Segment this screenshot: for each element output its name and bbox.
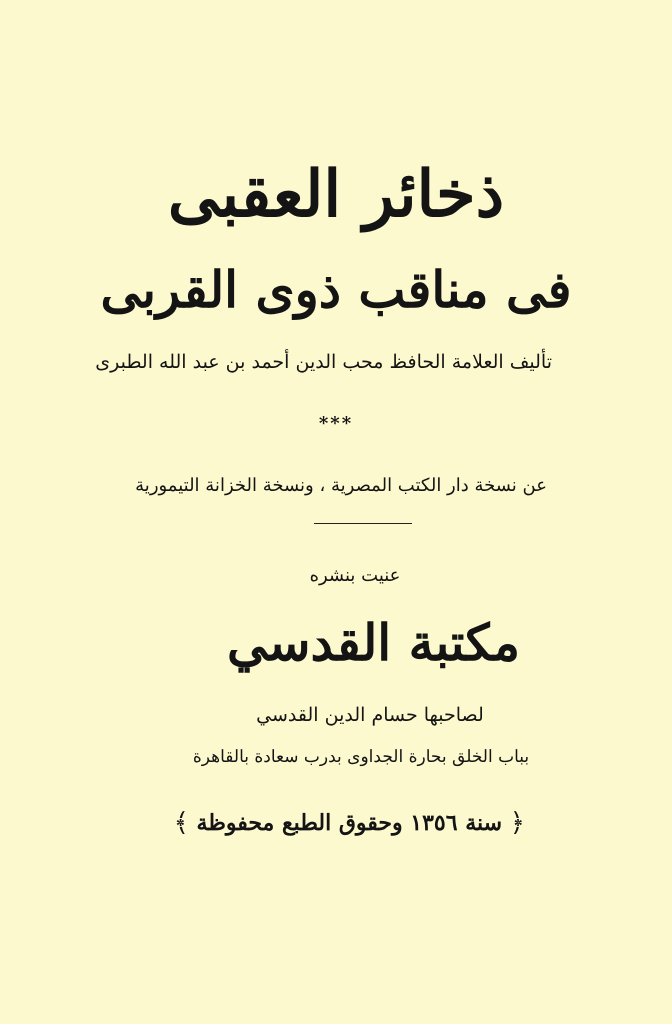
publisher-name: مكتبة القدسي [226,613,520,672]
separator-stars: *** [318,413,354,434]
year-rights-text: سنة ١٣٥٦ وحقوق الطبع محفوظة [196,810,503,836]
year-and-rights [173,808,525,838]
book-title: ذخائر العقبى [167,157,505,232]
ornate-paren-close: ﴾ [173,808,189,838]
ornate-paren-open: ﴿ [509,808,525,838]
divider-rule [314,523,412,524]
author-line: تأليف العلامة الحافظ محب الدين أحمد بن عبد الله الطبرى [95,351,552,373]
book-subtitle: فى مناقب ذوى القربى [100,260,572,319]
source-manuscripts-line: عن نسخة دار الكتب المصرية ، ونسخة الخزانة التيمورية [135,475,547,496]
published-by-line: عنيت بنشره [309,565,401,586]
publisher-address: بباب الخلق بحارة الجداوى بدرب سعادة بالقاهرة [192,747,530,767]
publisher-owner: لصاحبها حسام الدين القدسي [256,704,484,726]
